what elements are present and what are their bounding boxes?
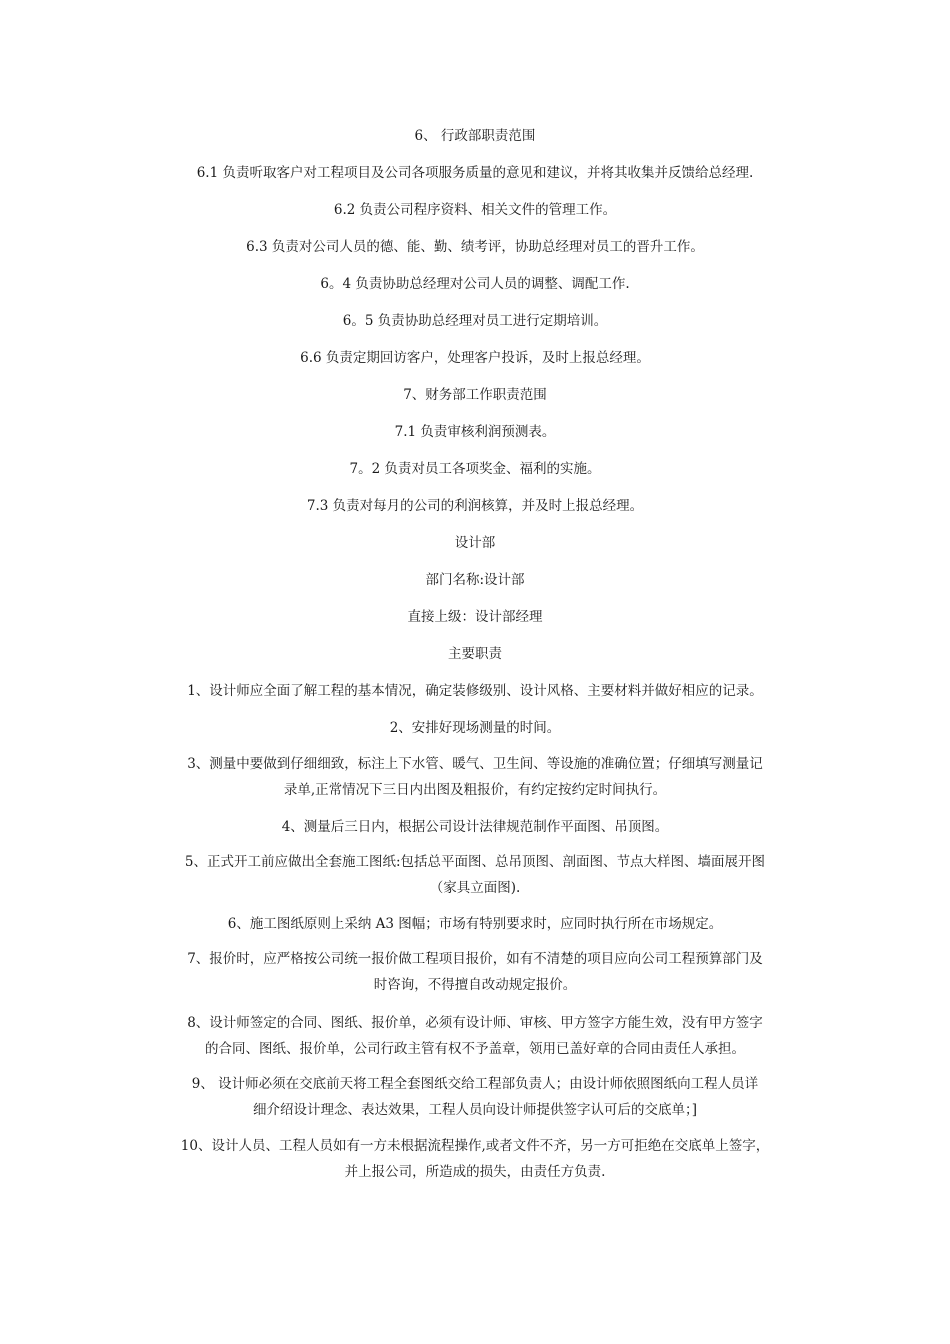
duty-item-8-line-2: 的合同、图纸、报价单，公司行政主管有权不予盖章，领用已盖好章的合同由责任人承担。 xyxy=(205,1041,745,1057)
finance-item-7-1: 7.1 负责审核利润预测表。 xyxy=(394,424,556,440)
heading-finance-dept: 7、财务部工作职责范围 xyxy=(403,387,547,403)
heading-design-dept: 设计部 xyxy=(454,535,496,551)
duty-item-8-line-1: 8、设计师签定的合同、图纸、报价单，必须有设计师、审核、甲方签字方能生效，没有甲方签字 xyxy=(187,1015,763,1031)
duty-item-10 xyxy=(140,1133,810,1185)
duty-item-2: 2、安排好现场测量的时间。 xyxy=(389,720,561,736)
duty-item-5 xyxy=(140,849,810,901)
heading-main-duties: 主要职责 xyxy=(448,646,502,662)
duty-item-5-line-1: 5、正式开工前应做出全套施工图纸:包括总平面图、总吊顶图、剖面图、节点大样图、墙面展开图 xyxy=(184,854,766,870)
finance-item-7-3: 7.3 负责对每月的公司的利润核算，并及时上报总经理。 xyxy=(306,498,644,514)
duty-item-3 xyxy=(140,751,810,803)
heading-admin-dept: 6、 行政部职责范围 xyxy=(414,128,536,144)
direct-supervisor: 直接上级：设计部经理 xyxy=(407,609,543,625)
admin-item-6-2: 6.2 负责公司程序资料、相关文件的管理工作。 xyxy=(333,202,617,218)
duty-item-9 xyxy=(140,1071,810,1123)
admin-item-6-5: 6。5 负责协助总经理对员工进行定期培训。 xyxy=(342,313,608,329)
duty-item-3-line-2: 录单,正常情况下三日内出图及粗报价，有约定按约定时间执行。 xyxy=(283,782,667,798)
admin-item-6-4: 6。4 负责协助总经理对公司人员的调整、调配工作. xyxy=(320,276,630,292)
finance-item-7-2: 7。2 负责对员工各项奖金、福利的实施。 xyxy=(349,461,601,477)
admin-item-6-6: 6.6 负责定期回访客户，处理客户投诉，及时上报总经理。 xyxy=(300,350,650,366)
duty-item-7-line-2: 时咨询，不得擅自改动规定报价。 xyxy=(373,977,577,993)
duty-item-10-line-1: 10、设计人员、工程人员如有一方未根据流程操作,或者文件不齐，另一方可拒绝在交底单上签字， xyxy=(180,1138,770,1154)
duty-item-9-line-1: 9、 设计师必须在交底前天将工程全套图纸交给工程部负责人；由设计师依照图纸向工程人员详 xyxy=(191,1076,759,1092)
admin-item-6-3: 6.3 负责对公司人员的德、能、勤、绩考评，协助总经理对员工的晋升工作。 xyxy=(246,239,704,255)
duty-item-3-line-1: 3、测量中要做到仔细细致，标注上下水管、暖气、卫生间、等设施的准确位置；仔细填写测量记 xyxy=(187,756,763,772)
duty-item-1: 1、设计师应全面了解工程的基本情况，确定装修级别、设计风格、主要材料并做好相应的记录。 xyxy=(187,683,763,699)
admin-item-6-1: 6.1 负责听取客户对工程项目及公司各项服务质量的意见和建议，并将其收集并反馈给总经理. xyxy=(196,165,754,181)
duty-item-8 xyxy=(140,1010,810,1062)
duty-item-9-line-2: 细介绍设计理念、表达效果，工程人员向设计师提供签字认可后的交底单；] xyxy=(252,1102,698,1118)
duty-item-5-line-2: （家具立面图). xyxy=(429,880,521,896)
duty-item-10-line-2: 并上报公司，所造成的损失，由责任方负责. xyxy=(344,1164,606,1180)
dept-name: 部门名称:设计部 xyxy=(425,572,525,588)
duty-item-4: 4、测量后三日内，根据公司设计法律规范制作平面图、吊顶图。 xyxy=(281,819,669,835)
duty-item-6: 6、施工图纸原则上采纳 A3 图幅；市场有特别要求时，应同时执行所在市场规定。 xyxy=(227,916,723,932)
duty-item-7 xyxy=(140,946,810,998)
duty-item-7-line-1: 7、报价时，应严格按公司统一报价做工程项目报价，如有不清楚的项目应向公司工程预算部门及 xyxy=(187,951,763,967)
